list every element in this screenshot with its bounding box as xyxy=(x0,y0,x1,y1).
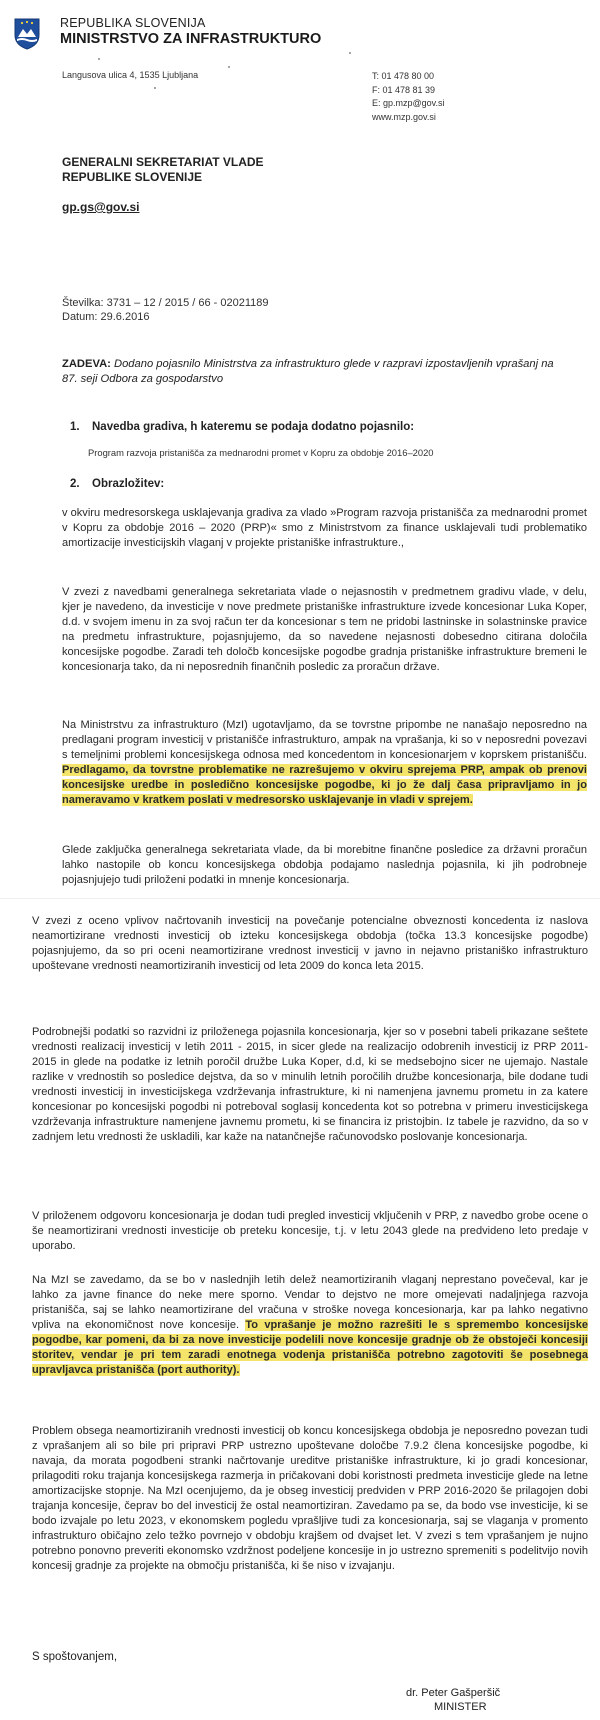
paragraph-2: V zvezi z navedbami generalnega sekretariata vlade o nejasnostih v predmetnem gradivu vlade, v delu, kjer je navedeno, da investicije v nove predmete pristaniške infrastrukture izvede koncesionar Luka Koper, d.d. v svojem imenu in za svoj račun ter da koncesionar s tem ne pridobi lastninske in solastninske pravice na predmetu infrastrukture, pojasnjujemo, da so navedene nejasnosti dobesedno citirana določila koncesijske pogodbe. Zaradi teh določb koncesijske pogodbe gradnja pristaniške infrastrukture bremeni le koncesionarja tako, da ni neposrednih finančnih posledic za proračun države. xyxy=(62,586,587,673)
section-number: 2. xyxy=(70,478,80,490)
paragraph-6: Podrobnejši podatki so razvidni iz priloženega pojasnila koncesionarja, kjer so v posebni tabeli prikazane seštete vrednosti realizacij investicij v letih 2011 - 2015, in sicer glede na realizacijo odobrenih investicij iz PRP 2011-2015 in glede na podatke iz letnih poročil družbe Luka Koper, d.d, ki se medsebojno sicer ne ujemajo. Nastale razlike v vrednostih so posledice dejstva, da so v minulih letnih poročilih družbe koncesionarja, bile dodane tudi vrednosti investicij in investicijskega vzdrževanja infrastrukture, ki ni namenjena javnemu prometu in za katere koncesionar po koncesijski pogodbi ni potreboval soglasij koncedenta kot so potrebna v primeru investicijskega vzdrževanja infrastrukture namenjene javnemu prometu, ki se financira iz pristojbin. Iz tabele je razvidno, da so v zadnjem letu vrednosti že uskladili, kar kaže na natančnejše računovodsko poslovanje koncesionarja. xyxy=(32,1026,588,1143)
reference-block xyxy=(62,296,269,324)
scan-speck xyxy=(98,58,100,60)
page-seam xyxy=(0,898,600,899)
scan-speck xyxy=(228,66,230,68)
subject-text: Dodano pojasnilo Ministrstva za infrastrukturo glede v razpravi izpostavljenih vprašanj na 87. seji Odbora za gospodarstvo xyxy=(62,358,554,385)
recipient-email: gp.gs@gov.si xyxy=(62,200,140,214)
reference-date: Datum: 29.6.2016 xyxy=(62,311,150,323)
section-1-heading xyxy=(70,421,414,433)
paragraph-8 xyxy=(32,1273,588,1378)
ministry-name: MINISTRSTVO ZA INFRASTRUKTURO xyxy=(60,31,322,47)
website: www.mzp.gov.si xyxy=(372,111,436,122)
paragraph-1: v okviru medresorskega usklajevanja gradiva za vlado »Program razvoja pristanišča za mednarodni promet v Kopru za obdobje 2016 – 2020 (PRP)« smo z Ministrstvom za finance usklajevali tudi problematiko amortizacije investicijskih vlaganj v projekte pristaniške infrastrukture., xyxy=(62,507,587,549)
subject-label: ZADEVA: xyxy=(62,358,111,370)
section-title: Navedba gradiva, h kateremu se podaja dodatno pojasnilo: xyxy=(92,421,415,433)
paragraph-5: V zvezi z oceno vplivov načrtovanih investicij na povečanje potencialne obveznosti koncedenta iz naslova neamortizirane vrednosti investicij ob izteku koncesijskega obdobja (točka 13.3 koncesijske pogodbe) pojasnjujemo, da so pri oceni neamortizirane vrednost investicij v javno in nejavno pristaniško infrastrukturo upoštevane vrednosti neamortiziranih investicij od leta 2009 do konca leta 2015. xyxy=(32,915,588,972)
signer-name: dr. Peter Gašperšič xyxy=(406,1687,501,1699)
contact-block xyxy=(372,70,445,124)
closing-greeting: S spoštovanjem, xyxy=(32,1651,118,1663)
republic-name: REPUBLIKA SLOVENIJA xyxy=(60,16,206,30)
paragraph-7: V priloženem odgovoru koncesionarja je dodan tudi pregled investicij vključenih v PRP, z navedbo grobe ocene o še neamortizirani vrednosti investicije ob preteku koncesije, t.j. v letu 2043 glede na predvideno leto predaje v uporabo. xyxy=(32,1210,588,1252)
section-2-heading xyxy=(70,478,164,490)
contact-email: E: gp.mzp@gov.si xyxy=(372,98,445,108)
subject-line xyxy=(62,357,562,387)
scan-speck xyxy=(154,87,156,89)
scan-speck xyxy=(349,52,351,54)
phone-number: T: 01 478 80 00 xyxy=(372,71,435,81)
paragraph-3 xyxy=(62,718,587,808)
reference-number: Številka: 3731 – 12 / 2015 / 66 - 02021189 xyxy=(62,297,269,309)
section-1-body: Program razvoja pristanišča za mednarodni promet v Kopru za obdobje 2016–2020 xyxy=(88,447,434,458)
signer-title: MINISTER xyxy=(434,1701,487,1713)
ministry-address: Langusova ulica 4, 1535 Ljubljana xyxy=(62,70,199,80)
paragraph-4: Glede zaključka generalnega sekretariata vlade, da bi morebitne finančne posledice za državni proračun lahko nastopile ob koncu koncesijskega obdobja podajamo naslednja pojasnila, ki jih podrobneje pojasnjujejo tudi priloženi podatki in mnenje koncesionarja. xyxy=(62,844,587,886)
fax-number: F: 01 478 81 39 xyxy=(372,84,436,95)
section-number: 1. xyxy=(70,421,80,433)
coat-of-arms-icon xyxy=(14,18,40,50)
recipient-block xyxy=(62,155,264,185)
paragraph-3-highlight: Predlagamo, da tovrstne problematike ne razrešujemo v okviru sprejema PRP, ampak ob prenovi koncesijske uredbe in posledično koncesijske pogodbe, ki jo že dalj časa pripravljamo in jo nameravamo v kratkem poslati v medresorsko usklajevanje in vladi v sprejem. xyxy=(62,764,587,806)
recipient-line-1: GENERALNI SEKRETARIAT VLADE xyxy=(62,155,264,169)
recipient-line-2: REPUBLIKE SLOVENIJE xyxy=(62,170,203,184)
paragraph-8-text: Na MzI se zavedamo, da se bo v naslednjih letih delež neamortiziranih vlaganj neprestano povečeval, kar je lahko za javne finance do neke mere sporno. Vendar to dejstvo ne more omejevati nadaljnjega razvoja pristanišča, saj se lahko neamortizirane del vračuna v stroške novega koncesionarja, kar pa lahko negativno vpliva na ekonomičnost nove koncesije. xyxy=(32,1274,588,1331)
paragraph-9: Problem obsega neamortiziranih vrednosti investicij ob koncu koncesijskega obdobja je neposredno povezan tudi z vprašanjem ali so bile pri pripravi PRP ustrezno upoštevane določbe 7.9.2 člena koncesijske pogodbe, ki navaja, da morata pogodbeni stranki načrtovanje ureditve pristaniške infrastrukture, ki jo gradi koncesionar, prilagoditi roku trajanja koncesijskega razmerja in pričakovani dobi koristnosti predmeta investicije glede na letne amortizacijske stopnje. Na MzI ocenjujemo, da je obseg investicij predviden v PRP 2016-2020 še prilagojen dobi trajanja koncesije, čeprav bo del investicij že ostal neamortiziran. Zavedamo pa se, da bodo vse investicije, ki se bodo izvajale po letu 2023, v ekonomskem pogledu vprašljive tudi za koncesionarja, saj se vlaganja v promento infrastrukturo običajno zelo težko povrnejo v obdobju krajšem od dvajset let. V zvezi s tem vprašanjem je nujno potrebno ponovno preveriti ekonomsko vzdržnost podeljene koncesije in jo ustrezno spremeniti s podelitvijo novih koncesij gradnje za projekte na območju pristanišča, ki še niso v izvajanju. xyxy=(32,1425,588,1572)
paragraph-8-highlight: To vprašanje je možno razrešiti le s spremembo koncesijske pogodbe, kar pomeni, da bi za nove investicije podelili nove koncesije gradnje ob že obstoječi koncesiji storitev, vendar je pri tem zaradi enotnega vodenja pristanišča potrebno zagotoviti še posebnega upravljavca pristanišča (port authority). xyxy=(32,1319,588,1376)
paragraph-3-text: Na Ministrstvu za infrastrukturo (MzI) ugotavljamo, da se tovrstne pripombe ne nanašajo neposredno na predlagani program investicij v pristanišče infrastrukturo, ampak na vprašanja, ki so v neposredni povezavi s temeljnimi problemi koncesijskega odnosa med koncedentom in koncesionarjem v koprskem pristanišču. xyxy=(62,719,587,761)
section-title: Obrazložitev: xyxy=(92,478,165,490)
